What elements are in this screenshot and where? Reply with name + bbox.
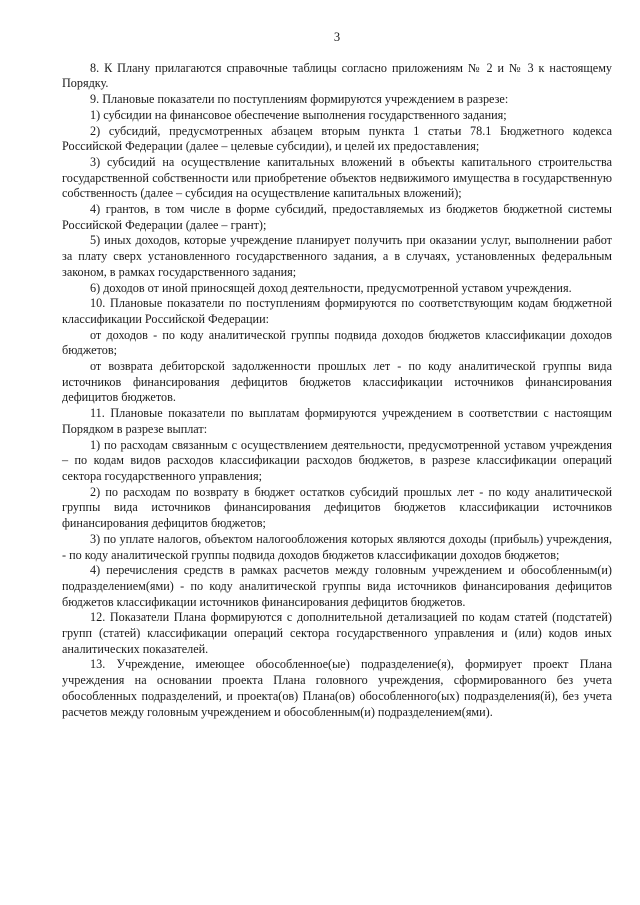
paragraph-11-item-4: 4) перечисления средств в рамках расчетов между головным учреждением и обособленным(и) подразделением(ями) - по коду аналитической группы вида источников финансирования дефицитов бюджетов классификации источников финансирования дефицитов бюджетов. [62,563,612,609]
paragraph-9-item-5: 5) иных доходов, которые учреждение планирует получить при оказании услуг, выполнении работ за плату сверх установленного государственного задания, а в случаях, установленных федеральным законом, в рамках государственного задания; [62,233,612,279]
document-body [62,61,612,721]
paragraph-11-item-3: 3) по уплате налогов, объектом налогообложения которых являются доходы (прибыль) учреждения, - по коду аналитической группы подвида доходов бюджетов классификации доходов бюджетов; [62,531,612,562]
paragraph-8: 8. К Плану прилагаются справочные таблицы согласно приложениям № 2 и № 3 к настоящему Порядку. [62,60,612,91]
paragraph-13: 13. Учреждение, имеющее обособленное(ые) подразделение(я), формирует проект Плана учреждения на основании проекта Плана головного учреждения, сформированного без учета обособленных подразделений, и проекта(ов) Плана(ов) обособленного(ых) подразделения(й), без учета расчетов между головным учреждением и обособленным(и) подразделением(ями). [62,657,612,719]
paragraph-10: 10. Плановые показатели по поступлениям формируются по соответствующим кодам бюджетной классификации Российской Федерации: [62,296,612,326]
paragraph-10-item-1: от доходов - по коду аналитической группы подвида доходов бюджетов классификации доходов бюджетов; [62,327,612,358]
paragraph-9-item-6: 6) доходов от иной приносящей доход деятельности, предусмотренной уставом учреждения. [90,280,572,295]
paragraph-11: 11. Плановые показатели по выплатам формируются учреждением в соответствии с настоящим Порядком в разрезе выплат: [62,406,612,436]
paragraph-11-item-1: 1) по расходам связанным с осуществлением деятельности, предусмотренной уставом учреждения – по кодам видов расходов классификации расходов бюджетов, в разрезе классификации операций сектора государственного управления; [62,437,612,483]
paragraph-10-item-2: от возврата дебиторской задолженности прошлых лет - по коду аналитической группы вида источников финансирования дефицитов бюджетов классификации источников финансирования дефицитов бюджетов. [62,359,612,405]
page-number: 3 [333,30,341,44]
paragraph-9-item-3: 3) субсидий на осуществление капитальных вложений в объекты капитального строительства государственной собственности или приобретение объектов недвижимого имущества в государственную собственность (далее – субсидия на осуществление капитальных вложений); [62,154,612,201]
paragraph-9-item-1: 1) субсидии на финансовое обеспечение выполнения государственного задания; [90,107,507,122]
paragraph-11-item-2: 2) по расходам по возврату в бюджет остатков субсидий прошлых лет - по коду аналитической группы вида источников финансирования дефицитов бюджетов классификации источников финансирования дефицитов бюджетов; [62,484,612,531]
paragraph-9-item-4: 4) грантов, в том числе в форме субсидий, предоставляемых из бюджетов бюджетной системы Российской Федерации (далее – грант); [62,202,612,232]
paragraph-12: 12. Показатели Плана формируются с дополнительной детализацией по кодам статей (подстатей) групп (статей) классификации операций сектора государственного управления и (или) кодов иных аналитических показателей. [62,610,612,656]
paragraph-9-item-2: 2) субсидий, предусмотренных абзацем вторым пункта 1 статьи 78.1 Бюджетного кодекса Российской Федерации (далее – целевые субсидии), и целей их предоставления; [62,123,612,154]
paragraph-9: 9. Плановые показатели по поступлениям формируются учреждением в разрезе: [90,92,509,107]
